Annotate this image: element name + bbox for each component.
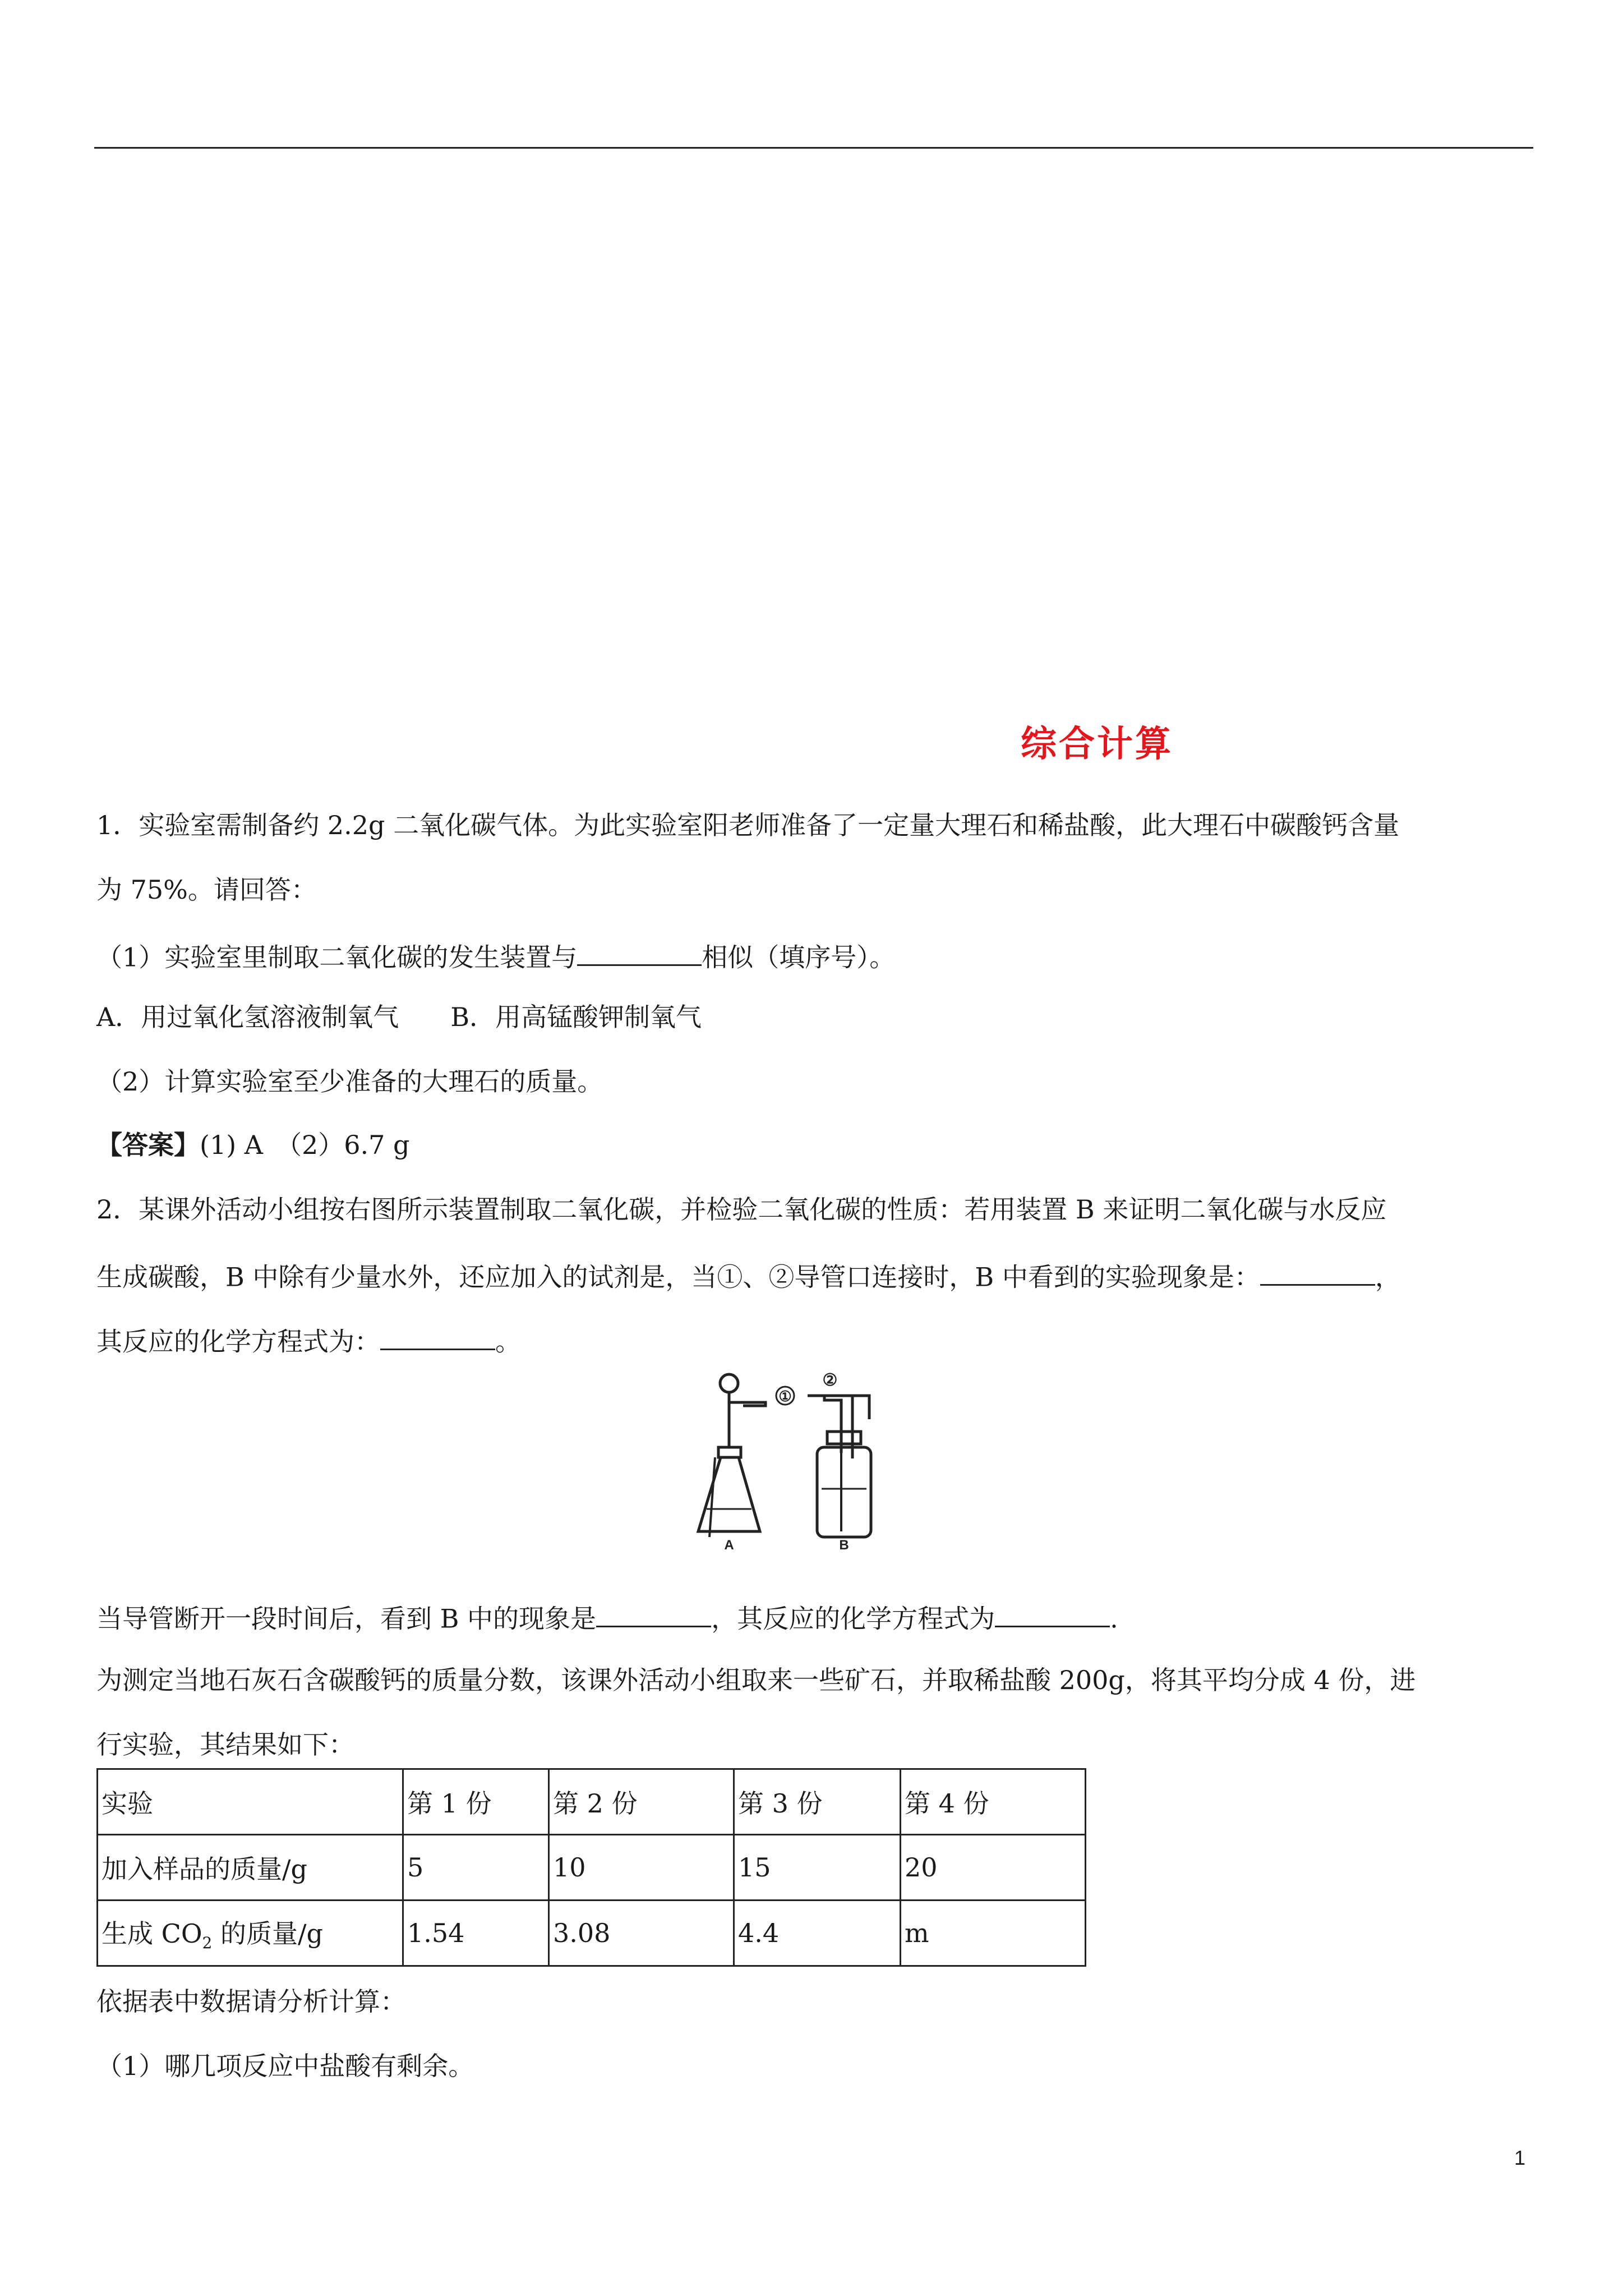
answer-blank[interactable]	[596, 1603, 711, 1627]
q1-sub1-text: （1）实验室里制取二氧化碳的发生装置与	[96, 942, 578, 973]
q2-after-table: 依据表中数据请分析计算：	[96, 1986, 406, 2017]
q1-sub1-tail: 相似（填序号）。	[702, 942, 896, 973]
q2-line4-text: 当导管断开一段时间后，看到 B 中的现象是	[96, 1603, 597, 1634]
q1-line2: 为 75%。请回答：	[96, 875, 317, 905]
table-row	[98, 1835, 1086, 1901]
answer-blank[interactable]	[1260, 1261, 1375, 1286]
page-title: 综合计算	[1021, 724, 1173, 765]
header-rule	[94, 147, 1533, 149]
answer-blank[interactable]	[380, 1326, 495, 1350]
mark-1: ①	[778, 1388, 792, 1405]
table-cell: 加入样品的质量/g	[98, 1835, 403, 1901]
q1-sub2: （2）计算实验室至少准备的大理石的质量。	[96, 1066, 603, 1097]
q2-line4-mid: ，其反应的化学方程式为	[711, 1603, 995, 1634]
table-cell: 第 4 份	[901, 1769, 1086, 1835]
q1-answer	[96, 1132, 410, 1158]
table-cell: 5	[403, 1835, 549, 1901]
bottle-b	[817, 1447, 871, 1537]
answer-blank[interactable]	[995, 1603, 1110, 1627]
table-cell: 实验	[98, 1769, 403, 1835]
q2-line3	[96, 1326, 521, 1357]
q2-line2-tail: ，	[1375, 1262, 1401, 1292]
table-cell: 20	[901, 1835, 1086, 1901]
q2-line6: 行实验，其结果如下：	[96, 1729, 354, 1760]
co2-label-unit: 的质量/g	[212, 1918, 323, 1949]
q1-options: A．用过氧化氢溶液制氧气 B．用高锰酸钾制氧气	[96, 1002, 702, 1032]
table-header-row	[98, 1769, 1086, 1835]
table-cell: 第 2 份	[549, 1769, 734, 1835]
answer-blank[interactable]	[577, 941, 702, 966]
q2-line3-tail: 。	[495, 1326, 521, 1357]
funnel-bulb-a	[720, 1374, 738, 1392]
q2-sub1: （1）哪几项反应中盐酸有剩余。	[96, 2051, 474, 2081]
q2-line2-text: 生成碳酸，B 中除有少量水外，还应加入的试剂是，当①、②导管口连接时，B 中看到的实验现象是：	[96, 1262, 1260, 1292]
answer-text: (1) A （2）6.7 g	[200, 1130, 410, 1160]
table-cell	[98, 1901, 403, 1966]
stopper-b	[827, 1432, 861, 1444]
q1-sub1	[96, 941, 896, 973]
apparatus-figure	[681, 1369, 917, 1554]
q2-line1: 2．某课外活动小组按右图所示装置制取二氧化碳，并检验二氧化碳的性质：若用装置 B 来证明二氧化碳与水反应	[96, 1194, 1387, 1225]
label-b: B	[839, 1538, 849, 1553]
q2-line3-text: 其反应的化学方程式为：	[96, 1326, 380, 1357]
page-number: 1	[1514, 2146, 1526, 2169]
q2-line4-tail: .	[1110, 1603, 1118, 1634]
table-cell: 第 3 份	[734, 1769, 901, 1835]
q1-line1: 1．实验室需制备约 2.2g 二氧化碳气体。为此实验室阳老师准备了一定量大理石和稀盐酸，此大理石中碳酸钙含量	[96, 810, 1400, 840]
table-cell: 第 1 份	[403, 1769, 549, 1835]
label-a: A	[724, 1538, 734, 1553]
stand-a	[709, 1457, 715, 1537]
results-table	[96, 1768, 1086, 1967]
mark-2: ②	[822, 1371, 838, 1389]
flask-a	[698, 1457, 760, 1531]
co2-subscript: 2	[202, 1934, 213, 1953]
q2-line2	[96, 1261, 1401, 1290]
q2-line4	[96, 1603, 1118, 1634]
table-cell: 3.08	[549, 1901, 734, 1966]
q2-line5: 为测定当地石灰石含碳酸钙的质量分数，该课外活动小组取来一些矿石，并取稀盐酸 200g，将其平均分成 4 份，进	[96, 1665, 1416, 1695]
table-cell: 1.54	[403, 1901, 549, 1966]
table-row	[98, 1901, 1086, 1966]
table-cell: 4.4	[734, 1901, 901, 1966]
table-cell: m	[901, 1901, 1086, 1966]
stopper-a	[718, 1447, 741, 1457]
co2-label-text: 生成 CO	[102, 1918, 202, 1949]
table-cell: 15	[734, 1835, 901, 1901]
answer-label: 【答案】	[96, 1130, 200, 1160]
delivery-tube-1	[729, 1402, 766, 1406]
table-cell: 10	[549, 1835, 734, 1901]
